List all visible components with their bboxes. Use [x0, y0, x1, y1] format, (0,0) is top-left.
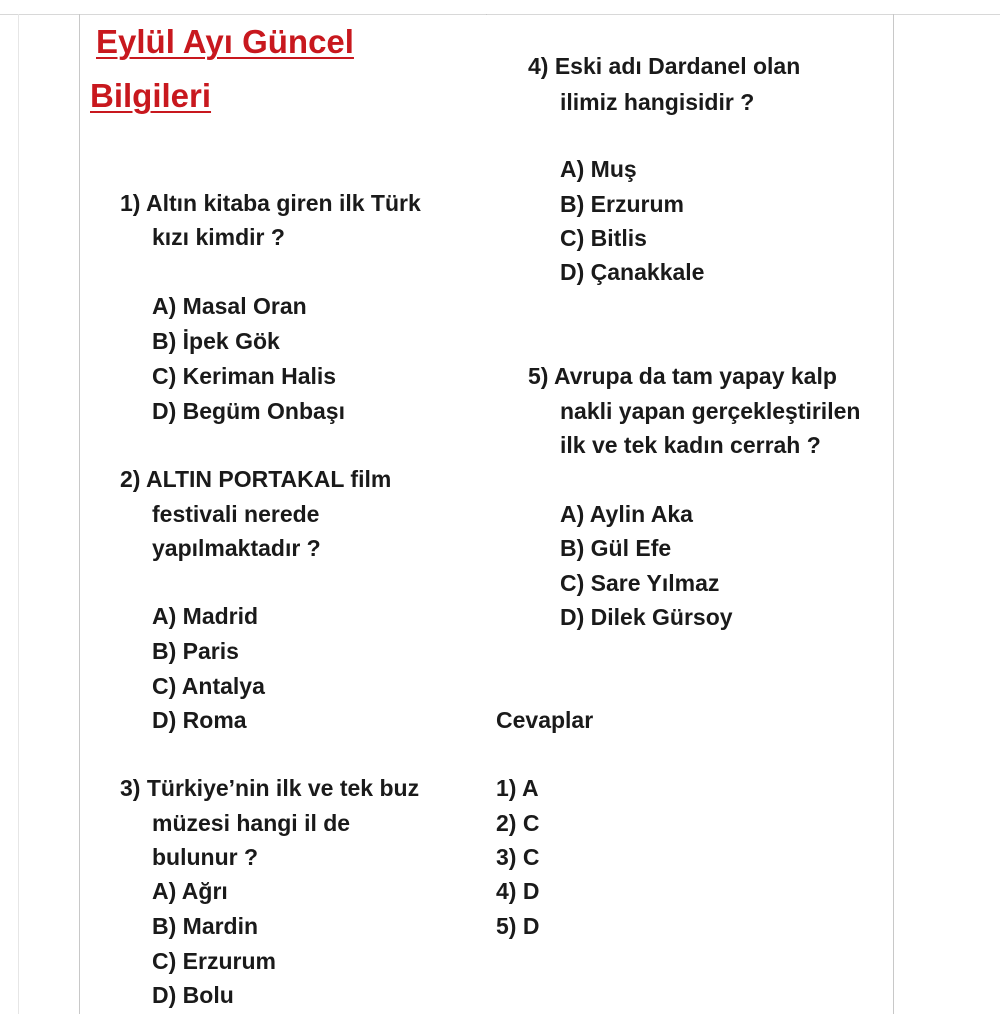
question-3-text: 3) Türkiye’nin ilk ve tek buz	[120, 775, 420, 801]
document-title-line-1: Eylül Ayı Güncel	[96, 23, 354, 60]
answer-item: 4) D	[496, 878, 540, 904]
question-3-option-c: C) Erzurum	[152, 948, 276, 974]
answer-item: 3) C	[496, 844, 540, 870]
question-1-text: kızı kimdir ?	[152, 224, 285, 250]
page-edge-line	[18, 14, 19, 1014]
question-5-option-c: C) Sare Yılmaz	[560, 570, 720, 596]
question-2-text: 2) ALTIN PORTAKAL film	[120, 466, 392, 492]
question-4-option-a: A) Muş	[560, 156, 637, 182]
answers-heading: Cevaplar	[496, 707, 594, 733]
question-2-option-b: B) Paris	[152, 638, 239, 664]
right-column-border	[893, 14, 894, 1014]
question-5-text: nakli yapan gerçekleştirilen	[560, 398, 861, 424]
question-2-text: festivali nerede	[152, 501, 320, 527]
answer-item: 2) C	[496, 810, 540, 836]
question-4-option-d: D) Çanakkale	[560, 259, 705, 285]
question-5-text: 5) Avrupa da tam yapay kalp	[528, 363, 837, 389]
quiz-document	[80, 15, 893, 1015]
question-5-option-d: D) Dilek Gürsoy	[560, 604, 733, 630]
question-2-option-d: D) Roma	[152, 707, 247, 733]
question-3-option-a: A) Ağrı	[152, 878, 228, 904]
question-2-option-c: C) Antalya	[152, 673, 265, 699]
document-title-line-2: Bilgileri	[90, 77, 212, 114]
question-4-option-b: B) Erzurum	[560, 191, 684, 217]
question-1-option-b: B) İpek Gök	[152, 328, 280, 354]
question-1-option-c: C) Keriman Halis	[152, 363, 337, 389]
question-2-option-a: A) Madrid	[152, 603, 259, 629]
question-3-text: bulunur ?	[152, 844, 259, 870]
question-5-option-b: B) Gül Efe	[560, 535, 672, 561]
question-5-option-a: A) Aylin Aka	[560, 501, 693, 527]
question-3-option-b: B) Mardin	[152, 913, 259, 939]
question-4-text: ilimiz hangisidir ?	[560, 89, 755, 115]
question-3-option-d: D) Bolu	[152, 982, 234, 1008]
question-4-option-c: C) Bitlis	[560, 225, 647, 251]
question-3-text: müzesi hangi il de	[152, 810, 351, 836]
question-1-text: 1) Altın kitaba giren ilk Türk	[120, 190, 421, 216]
answer-item: 1) A	[496, 775, 539, 801]
question-1-option-d: D) Begüm Onbaşı	[152, 398, 345, 424]
question-5-text: ilk ve tek kadın cerrah ?	[560, 432, 821, 458]
question-1-option-a: A) Masal Oran	[152, 293, 307, 319]
answer-item: 5) D	[496, 913, 540, 939]
question-4-text: 4) Eski adı Dardanel olan	[528, 53, 801, 79]
question-2-text: yapılmaktadır ?	[152, 535, 321, 561]
